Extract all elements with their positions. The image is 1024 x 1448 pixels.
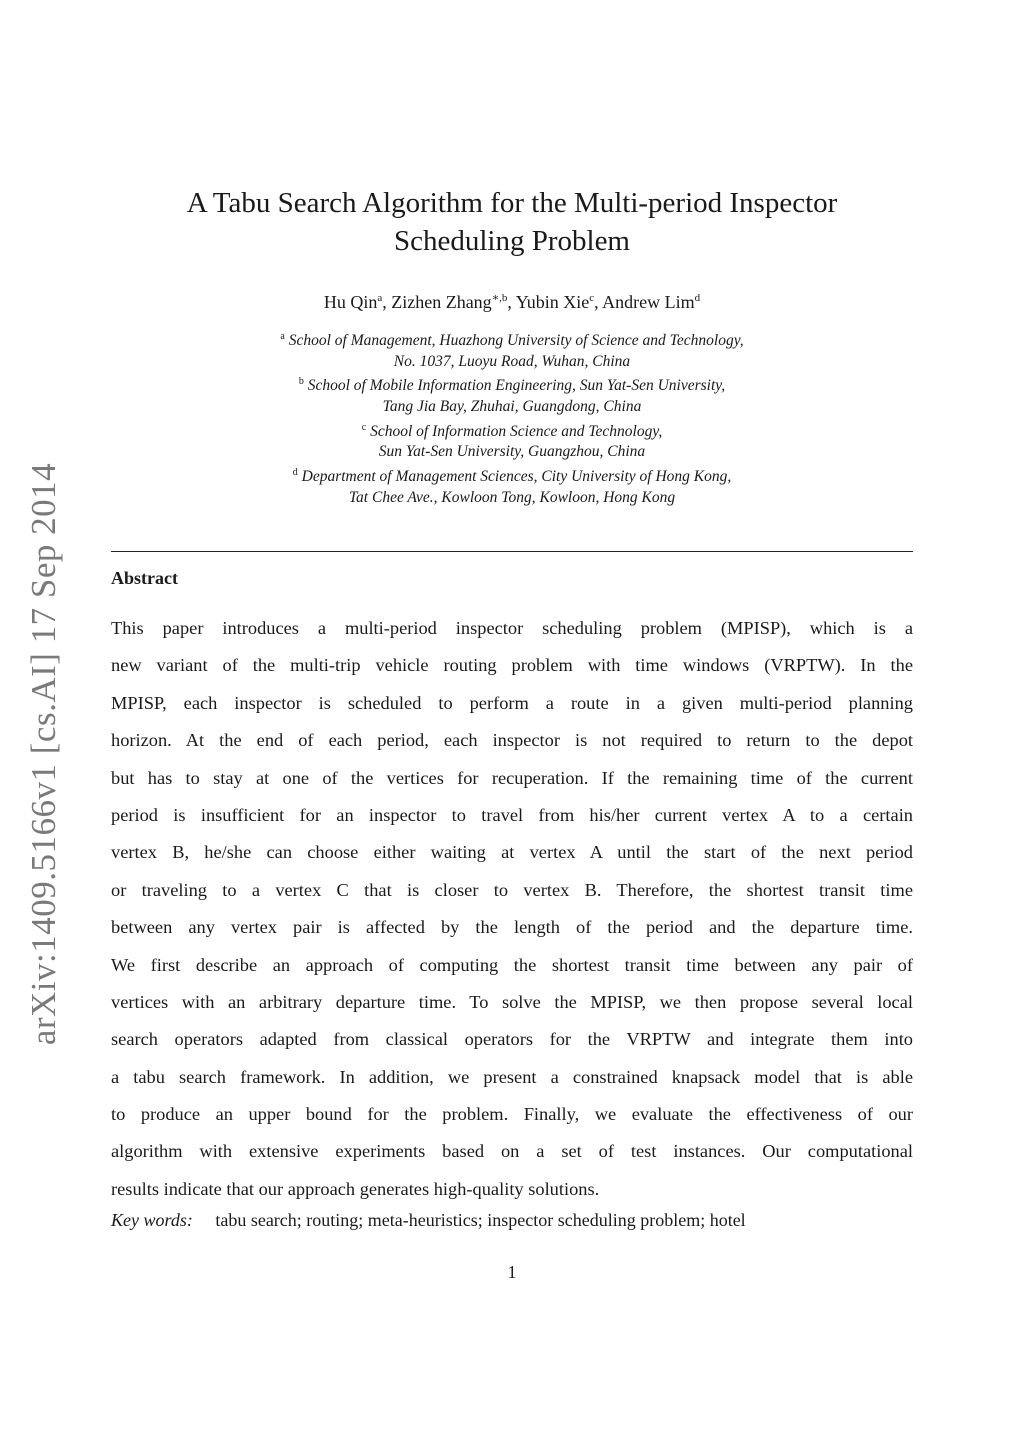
affiliation-mark: b <box>298 376 304 388</box>
affiliation-line <box>112 327 912 352</box>
abstract-line: or traveling to a vertex C that is closer to vertex B. Therefore, the shortest transit time <box>111 879 913 900</box>
arxiv-identifier-stamp: arXiv:1409.5166v1 [cs.AI] 17 Sep 2014 <box>24 462 63 1046</box>
abstract-line: algorithm with extensive experiments based on a set of test instances. Our computational <box>111 1141 913 1162</box>
author-affiliation-mark: c <box>589 292 595 304</box>
author-name: Zizhen Zhang <box>391 292 492 312</box>
abstract-line: horizon. At the end of each period, each inspector is not required to return to the depot <box>111 730 913 751</box>
author-name: Andrew Lim <box>602 292 695 312</box>
abstract-line: vertex B, he/she can choose either waiting at vertex A until the start of the next period <box>111 842 913 863</box>
keywords-label: Key words: <box>111 1210 193 1230</box>
affiliation-text: School of Mobile Information Engineering, Sun Yat-Sen University, <box>307 377 726 395</box>
affiliation-line <box>112 488 912 509</box>
affiliation-line <box>112 372 912 397</box>
affiliation-mark: d <box>292 467 298 479</box>
abstract-heading: Abstract <box>111 568 178 588</box>
author-name: Hu Qin <box>323 292 378 312</box>
affiliation-line <box>112 352 912 373</box>
author-affiliation-mark: d <box>694 292 701 304</box>
abstract-line: search operators adapted from classical operators for the VRPTW and integrate them into <box>111 1029 913 1050</box>
keywords-line <box>111 1210 746 1231</box>
abstract-line: results indicate that our approach generates high-quality solutions. <box>111 1178 600 1199</box>
affiliation-text: Sun Yat-Sen University, Guangzhou, China <box>378 443 646 461</box>
title-line: Scheduling Problem <box>393 225 630 257</box>
author-affiliation-mark: ∗,b <box>491 292 508 304</box>
section-divider <box>111 551 913 552</box>
affiliation-text: Department of Management Sciences, City University of Hong Kong, <box>301 468 732 486</box>
affiliation-line <box>112 418 912 443</box>
abstract-line: between any vertex pair is affected by the length of the period and the departure time. <box>111 917 913 938</box>
affiliation-line <box>112 463 912 488</box>
author-separator: , <box>594 292 603 312</box>
page-number: 1 <box>507 1262 517 1282</box>
affiliations <box>112 327 912 508</box>
abstract-line: This paper introduces a multi-period inspector scheduling problem (MPISP), which is a <box>111 618 913 638</box>
abstract-line: We first describe an approach of computing the shortest transit time between any pair of <box>111 954 913 975</box>
abstract-line: but has to stay at one of the vertices for recuperation. If the remaining time of the current <box>111 767 913 788</box>
abstract-body <box>111 610 913 1208</box>
affiliation-line <box>112 397 912 418</box>
affiliation-text: Tang Jia Bay, Zhuhai, Guangdong, China <box>382 398 642 416</box>
abstract-line: vertices with an arbitrary departure time. To solve the MPISP, we then propose several local <box>111 991 913 1012</box>
title-line: A Tabu Search Algorithm for the Multi-period Inspector <box>186 187 838 219</box>
abstract-line: new variant of the multi-trip vehicle routing problem with time windows (VRPTW). In the <box>111 655 913 676</box>
author-name: Yubin Xie <box>515 292 590 312</box>
affiliation-mark: c <box>361 421 367 433</box>
abstract-line: to produce an upper bound for the problem. Finally, we evaluate the effectiveness of our <box>111 1104 913 1125</box>
author-affiliation-mark: a <box>377 292 383 304</box>
affiliation-text: School of Information Science and Technology, <box>370 422 663 440</box>
affiliation-mark: a <box>280 331 285 342</box>
affiliation-line <box>112 442 912 463</box>
affiliation-text: No. 1037, Luoyu Road, Wuhan, China <box>393 352 631 370</box>
abstract-line: period is insufficient for an inspector to travel from his/her current vertex A to a certain <box>111 804 913 825</box>
author-separator: , <box>382 292 392 312</box>
author-separator: , <box>507 292 516 312</box>
keywords-text: tabu search; routing; meta-heuristics; inspector scheduling problem; hotel <box>215 1210 746 1230</box>
abstract-line: a tabu search framework. In addition, we present a constrained knapsack model that is able <box>111 1066 913 1087</box>
affiliation-text: School of Management, Huazhong University of Science and Technology, <box>288 332 744 350</box>
paper-title <box>112 184 912 260</box>
author-list <box>112 286 912 314</box>
affiliation-text: Tat Chee Ave., Kowloon Tong, Kowloon, Hong Kong <box>348 488 676 506</box>
abstract-line: MPISP, each inspector is scheduled to perform a route in a given multi-period planning <box>111 692 913 713</box>
